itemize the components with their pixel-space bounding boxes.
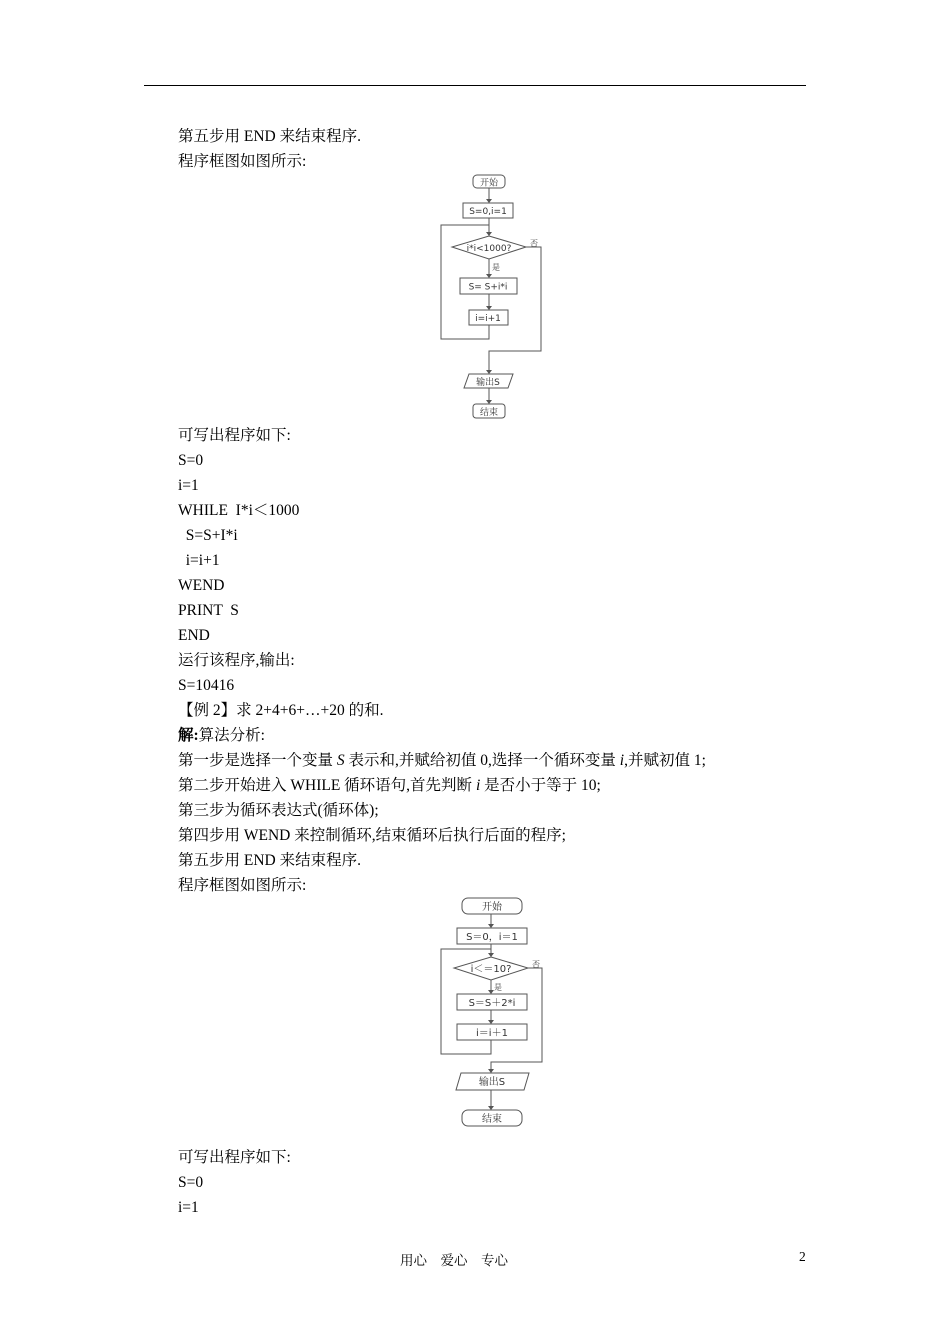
flowchart-1-start-label: 开始 <box>479 178 499 189</box>
step2-text-a: 第二步开始进入 WHILE 循环语句,首先判断 <box>178 777 476 794</box>
flowchart-1-output-label: 输出S <box>476 378 500 388</box>
step1-text-b: 表示和,并赋给初值 0,选择一个循环变量 <box>344 752 620 769</box>
example-2-flowchart-intro: 程序框图如图所示: <box>178 877 307 894</box>
run-result: S=10416 <box>178 677 235 694</box>
run-intro: 运行该程序,输出: <box>178 652 295 669</box>
flowchart-2-init-label: S＝0，i＝1 <box>466 932 518 943</box>
example-2-step1 <box>178 751 706 771</box>
step1-var-s: S <box>336 752 345 769</box>
flowchart-1-body2-label: i=i+1 <box>475 314 501 324</box>
flowchart-2-body1-label: S＝S＋2*i <box>468 998 516 1009</box>
flowchart-2-end-label: 结束 <box>482 1114 502 1125</box>
footer-motto: 用心 爱心 专心 <box>400 1253 508 1268</box>
flowchart-1-no-label: 否 <box>530 239 538 248</box>
example-2-step2 <box>178 776 601 796</box>
page-number: 2 <box>799 1249 806 1264</box>
flowchart-2-yes-label: 是 <box>494 983 502 992</box>
flowchart-2-output-label: 输出S <box>478 1077 506 1088</box>
code-line: WHILE I*i＜1000 <box>178 502 300 519</box>
solution-label: 解: <box>178 727 199 744</box>
step5-text: 第五步用 END 来结束程序. <box>178 128 361 145</box>
example-2-step5: 第五步用 END 来结束程序. <box>178 852 361 869</box>
flowchart-1 <box>440 172 550 422</box>
flowchart-intro: 程序框图如图所示: <box>178 153 307 170</box>
flowchart-2-condition-label: i＜＝10? <box>470 964 512 975</box>
flowchart-2-body2-label: i＝i＋1 <box>476 1028 508 1039</box>
header-rule <box>144 85 806 86</box>
code-line: S=S+I*i <box>178 527 238 544</box>
code-line: S=0 <box>178 452 204 469</box>
code-line: S=0 <box>178 1174 204 1191</box>
flowchart-2 <box>440 895 550 1131</box>
code-line: END <box>178 627 210 644</box>
code-line: PRINT S <box>178 602 239 619</box>
code-line: i=1 <box>178 477 199 494</box>
step1-var-i: i <box>619 752 625 769</box>
flowchart-1-yes-label: 是 <box>492 263 500 272</box>
code-line: i=i+1 <box>178 552 220 569</box>
step1-text-c: ,并赋初值 1; <box>624 752 706 769</box>
step2-var-i: i <box>475 777 481 794</box>
example-2-title: 【例 2】求 2+4+6+…+20 的和. <box>178 702 384 719</box>
code-line: WEND <box>178 577 225 594</box>
flowchart-2-start-label: 开始 <box>482 902 502 913</box>
solution-line <box>178 726 265 746</box>
flowchart-2-no-label: 否 <box>532 960 540 969</box>
example-2-program-intro: 可写出程序如下: <box>178 1149 291 1166</box>
code-line: i=1 <box>178 1199 199 1216</box>
flowchart-1-init-label: S=0,i=1 <box>469 207 507 217</box>
example-2-step4: 第四步用 WEND 来控制循环,结束循环后执行后面的程序; <box>178 827 566 844</box>
step1-text-a: 第一步是选择一个变量 <box>178 752 337 769</box>
flowchart-1-condition-label: i*i<1000? <box>466 244 512 254</box>
example-2-step3: 第三步为循环表达式(循环体); <box>178 802 379 819</box>
step2-text-b: 是否小于等于 10; <box>480 777 601 794</box>
solution-text: 算法分析: <box>198 727 265 744</box>
program-intro: 可写出程序如下: <box>178 427 291 444</box>
flowchart-1-body1-label: S= S+i*i <box>468 282 508 293</box>
flowchart-1-end-label: 结束 <box>479 408 499 418</box>
